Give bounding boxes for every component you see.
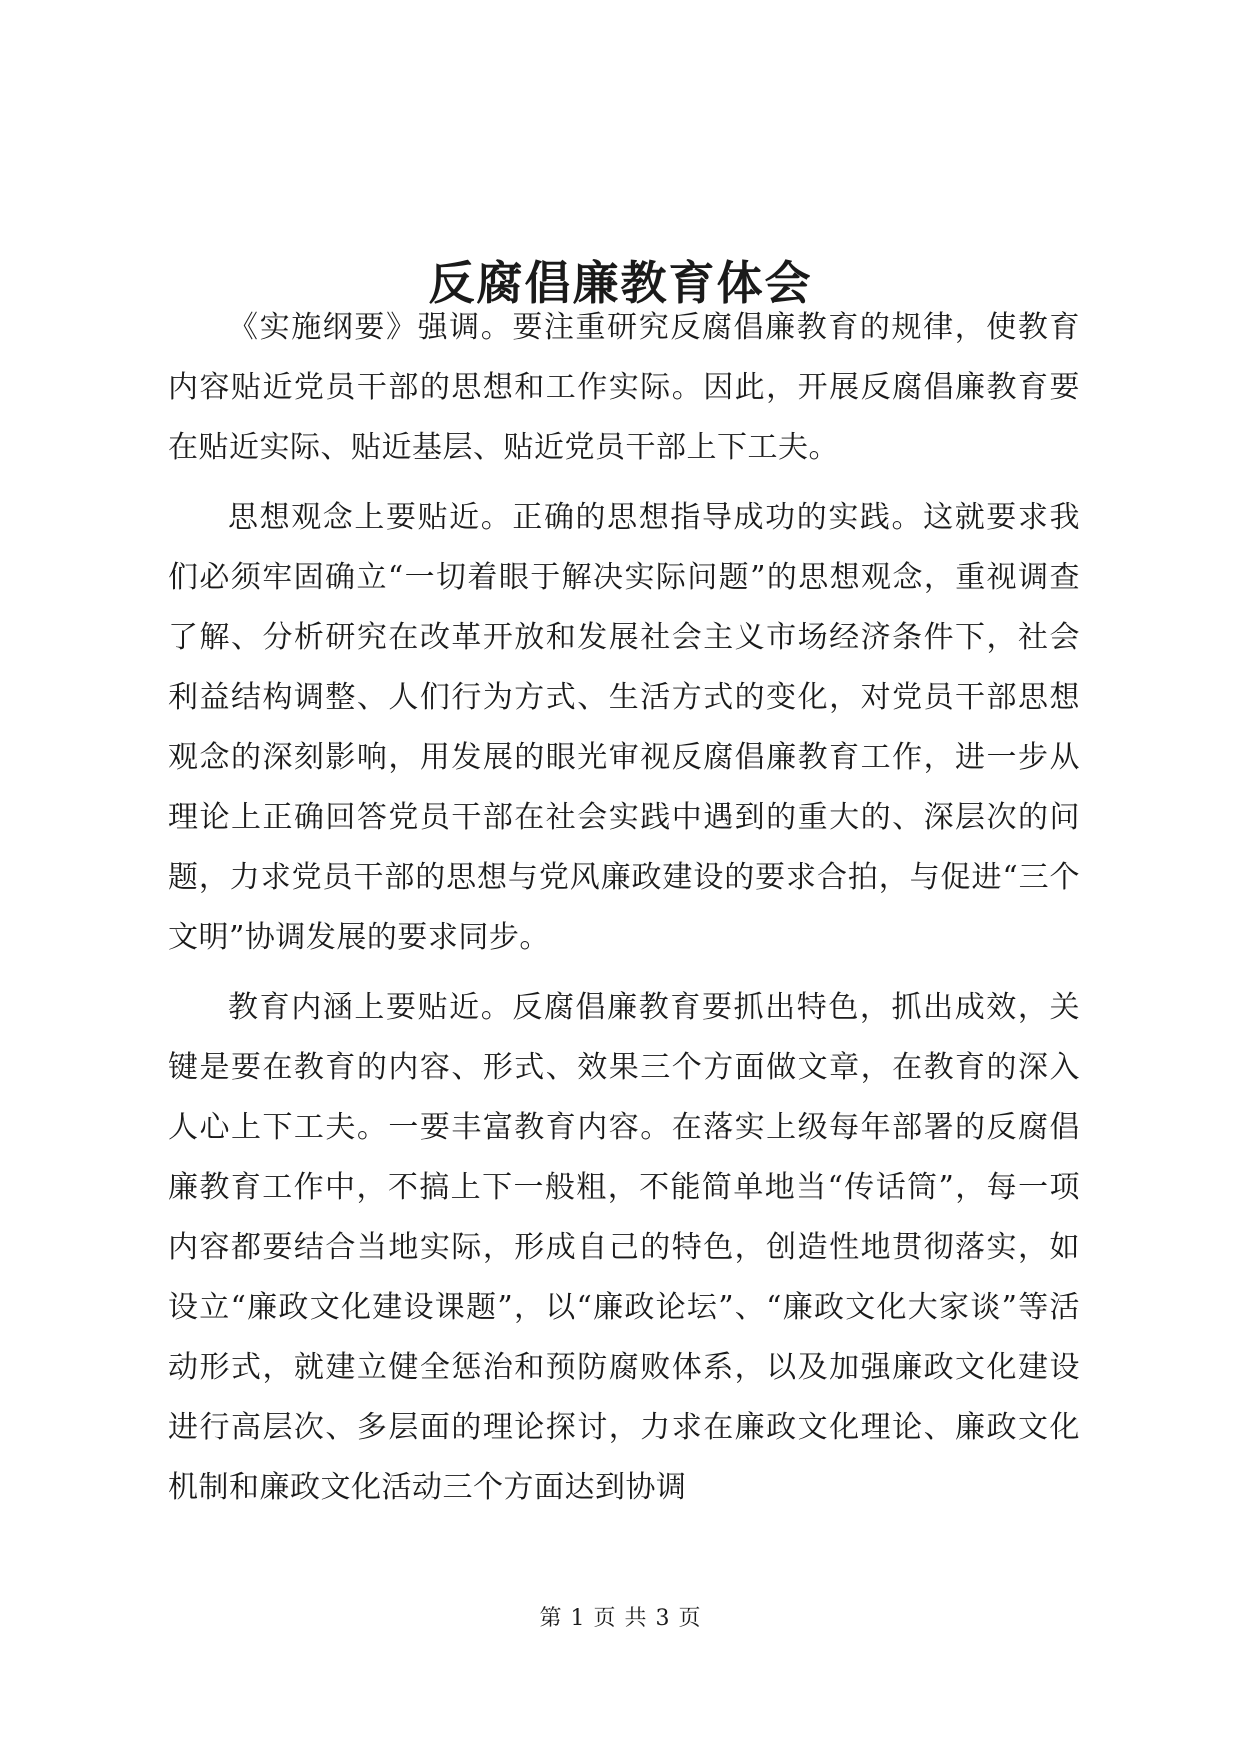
paragraph-3: 教育内涵上要贴近。反腐倡廉教育要抓出特色，抓出成效，关键是要在教育的内容、形式、效果三个方面做文章，在教育的深入人心上下工夫。一要丰富教育内容。在落实上级每年部署的反腐倡廉教育工作中，不搞上下一般粗，不能简单地当“传话筒”，每一项内容都要结合当地实际，形成自己的特色，创造性地贯彻落实，如设立“廉政文化建设课题”，以“廉政论坛”、“廉政文化大家谈”等活动形式，就建立健全惩治和预防腐败体系，以及加强廉政文化建设进行高层次、多层面的理论探讨，力求在廉政文化理论、廉政文化机制和廉政文化活动三个方面达到协调 bbox=[168, 990, 1080, 1505]
paragraph-2: 思想观念上要贴近。正确的思想指导成功的实践。这就要求我们必须牢固确立“一切着眼于解决实际问题”的思想观念，重视调查了解、分析研究在改革开放和发展社会主义市场经济条件下，社会利益结构调整、人们行为方式、生活方式的变化，对党员干部思想观念的深刻影响，用发展的眼光审视反腐倡廉教育工作，进一步从理论上正确回答党员干部在社会实践中遇到的重大的、深层次的问题，力求党员干部的思想与党风廉政建设的要求合拍，与促进“三个文明”协调发展的要求同步。 bbox=[168, 500, 1080, 955]
page-footer: 第 1 页 共 3 页 bbox=[539, 1606, 702, 1631]
document-title: 反腐倡廉教育体会 bbox=[428, 255, 813, 310]
document-body bbox=[168, 298, 1080, 1518]
paragraph-1: 《实施纲要》强调。要注重研究反腐倡廉教育的规律，使教育内容贴近党员干部的思想和工作实际。因此，开展反腐倡廉教育要在贴近实际、贴近基层、贴近党员干部上下工夫。 bbox=[168, 310, 1080, 465]
